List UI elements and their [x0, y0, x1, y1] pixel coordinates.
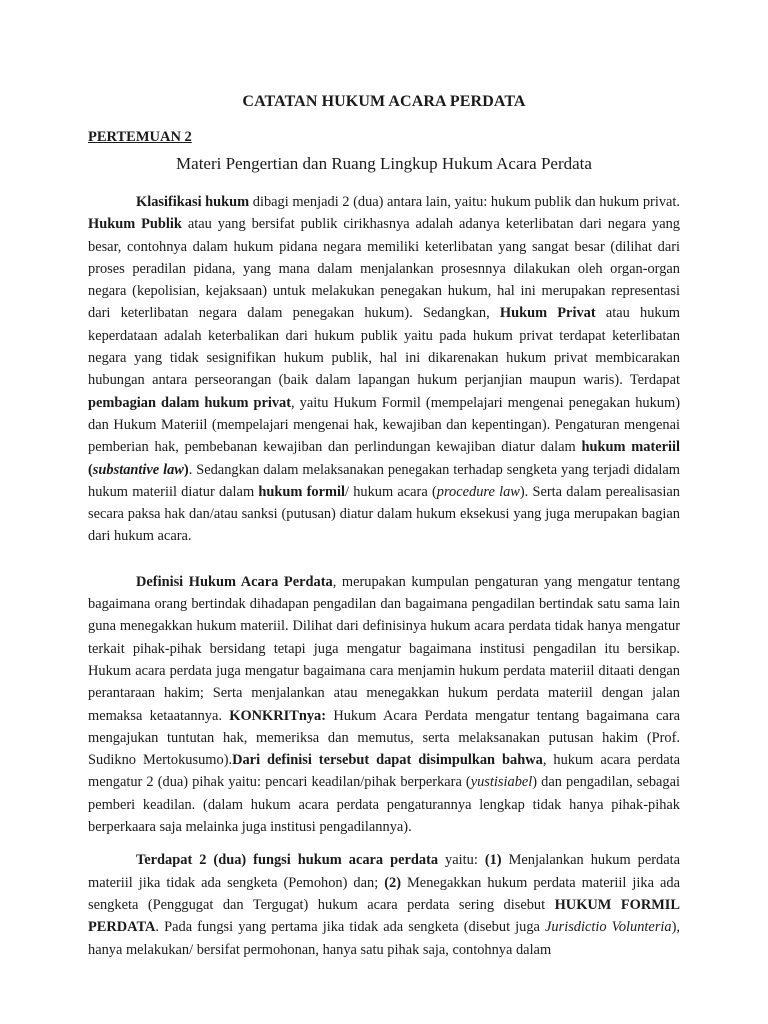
text-run: / hukum acara (	[344, 483, 437, 500]
text-run: HUKUM FORMIL PERDATA	[88, 896, 681, 936]
text-run: Jurisdictio Volunteria	[545, 919, 672, 936]
text-run: Klasifikasi hukum	[136, 194, 250, 210]
text-run: atau hukum keperdataan adalah keterbalikan dari hukum publik yaitu pada hukum privat terdapat keterlibatan negara yang tidak sesignifikan hukum publik, hal ini dikarenakan hukum privat membicarakan hubungan antara perseorangan (baik dalam lapangan hukum perjanjian maupun waris). Terdapat	[88, 305, 680, 389]
paragraph-definisi-hukum-acara	[88, 571, 680, 839]
text-run: hukum formil	[258, 483, 345, 500]
document-subtitle: Materi Pengertian dan Ruang Lingkup Hukum Acara Perdata	[176, 154, 592, 173]
text-run: pembagian dalam hukum privat	[88, 394, 292, 411]
text-run: hukum materiil (	[88, 439, 681, 478]
text-run: Definisi Hukum Acara Perdata	[136, 573, 333, 590]
text-run: dibagi menjadi 2 (dua) antara lain, yaitu: hukum publik dan hukum privat.	[249, 194, 680, 210]
text-run: (2)	[384, 874, 401, 891]
text-run: ). Serta dalam perealisasian secara paksa hak dan/atau sanksi (putusan) diatur dalam hukum eksekusi yang juga merupakan bagian dari hukum acara.	[88, 483, 680, 545]
text-run: yustisiabel	[470, 774, 533, 791]
text-run: Terdapat 2 (dua) fungsi hukum acara perdata	[136, 852, 439, 869]
text-run: , merupakan kumpulan pengaturan yang mengatur tentang bagaimana orang bertindak dihadapan pengadilan dan bagaimana pengadilan bertindak satu sama lain guna menegakkan hukum materiil. Dilihat dari definisinya hukum acara perdata tidak hanya mengatur terkait pihak-pihak bersidang tetapi juga mengatur bagaimana institusi pengadilan itu bersikap. Hukum acara perdata juga mengatur bagaimana cara menjamin hukum perdata materiil ditaati dengan perantaraan hakim; Serta menjalankan atau menegakkan hukum perdata materiil dengan jalan memaksa ketaatannya.	[88, 573, 680, 724]
text-run: procedure law	[436, 483, 520, 500]
meeting-heading: PERTEMUAN 2	[88, 129, 192, 145]
paragraph-fungsi-hukum-acara	[88, 849, 680, 960]
text-run: Hukum Publik	[88, 216, 182, 233]
text-run: yaitu:	[438, 852, 485, 869]
text-run: Menjalankan hukum perdata materiil jika tidak ada sengketa (Pemohon) dan;	[88, 852, 680, 891]
document-title: CATATAN HUKUM ACARA PERDATA	[242, 93, 526, 110]
text-run: . Pada fungsi yang pertama jika tidak ada sengketa (disebut juga	[155, 919, 546, 936]
text-run: ), hanya melakukan/ bersifat permohonan, hanya satu pihak saja, contohnya dalam	[88, 919, 681, 958]
text-run: (1)	[484, 852, 502, 869]
text-run: ) dan pengadilan, sebagai pemberi keadilan. (dalam hukum acara perdata pengaturannya lengkap tidak hanya pihak-pihak berperkaara saja melainka juga institusi pengadilannya).	[88, 774, 680, 836]
text-run: Hukum Acara Perdata mengatur tentang bagaimana cara mengajukan tuntutan hak, memeriksa dan memutus, serta melaksanakan putusan hakim (Prof. Sudikno Mertokusumo).	[88, 707, 680, 769]
text-run: Dari definisi tersebut dapat disimpulkan bahwa	[232, 752, 543, 769]
text-run: , yaitu Hukum Formil (mempelajari mengenai penegakan hukum) dan Hukum Materiil (mempelajari mengenai hak, kewajiban dan kepentingan). Pengaturan mengenai pemberian hak, pembebanan kewajiban dan perlindungan kewajiban diatur dalam	[88, 394, 680, 456]
paragraph-klasifikasi-hukum	[88, 191, 680, 548]
text-run: substantive law	[92, 461, 184, 478]
text-run: Menegakkan hukum perdata materiil jika ada sengketa (Penggugat dan Tergugat) hukum acara perdata sering disebut	[88, 874, 680, 913]
text-run: )	[183, 461, 189, 478]
text-run: KONKRITnya:	[229, 707, 327, 724]
text-run: , hukum acara perdata mengatur 2 (dua) pihak yaitu: pencari keadilan/pihak berperkara (	[88, 752, 680, 791]
text-run: . Sedangkan dalam melaksanakan penegakan terhadap sengketa yang terjadi didalam hukum materiil diatur dalam	[88, 461, 680, 500]
document-body	[88, 191, 680, 961]
text-run: Hukum Privat	[499, 305, 596, 322]
text-run: atau yang bersifat publik cirikhasnya adalah adanya keterlibatan dari negara yang besar, contohnya dalam hukum pidana negara memiliki keterlibatan yang sangat besar (dilihat dari proses peradilan pidana, yang mana dalam menjalankan prosesnnya dilakukan oleh organ-organ negara (kepolisian, kejaksaan) untuk melakukan penegakan hukum, hal ini merupakan representasi dari keterlibatan negara dalam penegakan hukum). Sedangkan,	[88, 216, 680, 322]
